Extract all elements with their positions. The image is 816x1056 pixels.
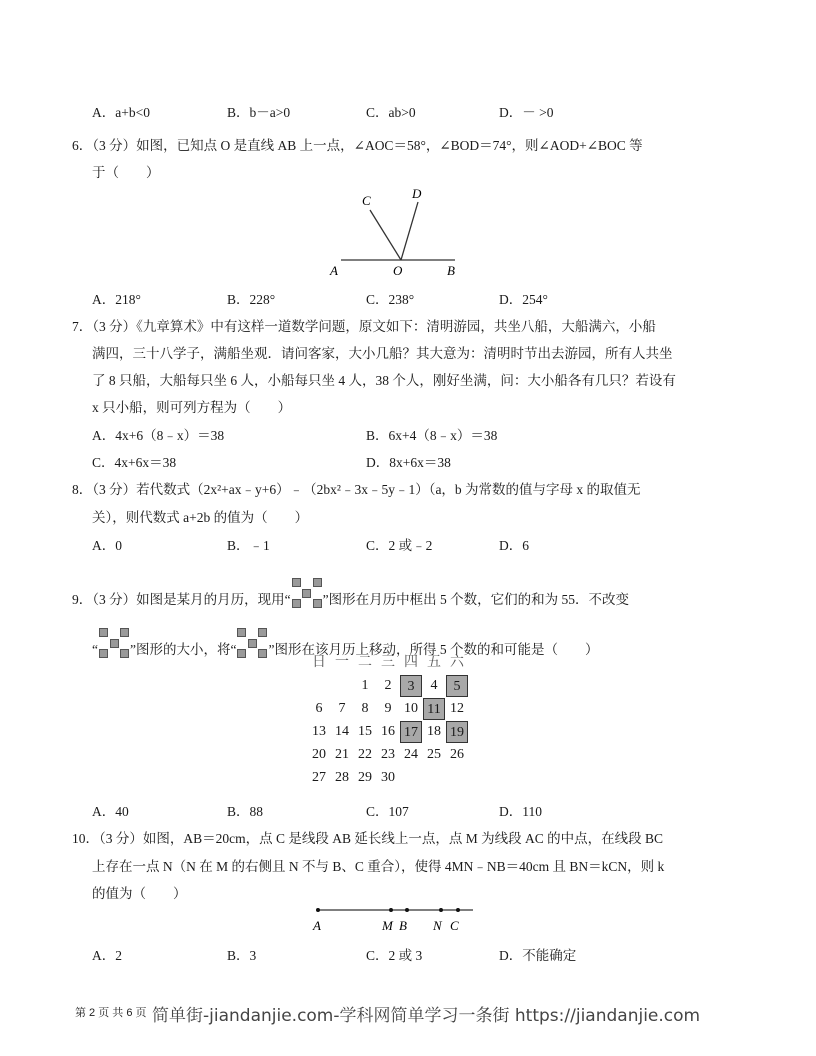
question-6-text-line1: 6．（3 分）如图，已知点 O 是直线 AB 上一点，∠AOC＝58°，∠BOD＝74°，则∠AOD+∠BOC 等 [72,138,643,153]
watermark: 简单街-jiandanjie.com-学科网简单学习一条街 https://jiandanjie.com [152,1006,701,1026]
label-c: C [362,193,371,208]
calendar-header: 五 [427,655,441,670]
calendar-day: 15 [358,724,372,739]
point-a [316,908,320,912]
label-c: C [450,918,459,933]
option-b: B．﹣1 [227,538,270,553]
option-b: B．228° [227,292,276,307]
option-a: A．4x+6（8﹣x）＝38 [92,428,225,443]
calendar-day-highlighted: 11 [423,698,445,720]
calendar-day: 23 [381,747,395,762]
option-b: B．b－a>0 [227,105,291,120]
option-a: A．0 [92,538,122,553]
page-number: 第 2 页 共 6 页 [75,1007,147,1019]
question-7-text-line1: 7．（3 分）《九章算术》中有这样一道数学问题，原文如下：清明游园，共坐八船，大船满六，小船 [72,319,656,334]
option-c: C．ab>0 [366,105,416,120]
calendar-header: 四 [404,655,418,670]
text-segment: 9．（3 分）如图是某月的月历，现用“ [72,592,291,607]
calendar-day: 10 [404,701,418,716]
calendar-day: 2 [384,678,392,693]
question-7-text-line4: x 只小船，则可列方程为（ ） [92,400,292,415]
option-d: D．110 [499,804,542,819]
option-d: D．254° [499,292,548,307]
question-8-text-line2: 关），则代数式 a+2b 的值为（ ） [92,510,309,525]
segment-figure [300,895,490,940]
calendar-day-highlighted: 19 [446,721,468,743]
question-7-text-line2: 满四，三十八学子，满船坐观．请问客家，大小几船？其大意为：清明时节出去游园，所有人共坐 [92,346,673,361]
calendar-day: 28 [335,770,349,785]
calendar-day: 18 [427,724,441,739]
option-a: A．a+b<0 [92,105,150,120]
text-segment: ”图形的大小，将“ [130,642,237,657]
calendar-header: 三 [381,655,395,670]
option-b: B．6x+4（8﹣x）＝38 [366,428,498,443]
calendar-day: 22 [358,747,372,762]
point-b [405,908,409,912]
calendar-day: 14 [335,724,349,739]
calendar-day: 1 [361,678,369,693]
x-shape-icon [237,628,267,658]
label-n: N [433,918,442,933]
question-7-text-line3: 了 8 只船，大船每只坐 6 人，小船每只坐 4 人，38 个人，刚好坐满，问：大小船各有几只？若设有 [92,373,676,388]
ray-oc [370,210,401,260]
calendar-day: 26 [450,747,464,762]
option-a: A．40 [92,804,129,819]
calendar-day: 8 [361,701,369,716]
question-10-text-line2: 上存在一点 N（N 在 M 的右侧且 N 不与 B、C 重合），使得 4MN﹣NB＝40cm 且 BN＝kCN，则 k [92,859,665,874]
calendar-day: 6 [315,701,323,716]
calendar-day: 12 [450,701,464,716]
calendar-day: 4 [430,678,438,693]
question-8-text-line1: 8．（3 分）若代数式（2x²+ax﹣y+6）﹣（2bx²﹣3x﹣5y﹣1）（a，b 为常数的值与字母 x 的取值无 [72,482,641,497]
calendar-day: 7 [338,701,346,716]
calendar-day: 13 [312,724,326,739]
question-9-text-line1 [72,578,629,608]
option-d: D．－ >0 [499,105,554,120]
option-c: C．2 或 3 [366,948,423,963]
calendar-day: 20 [312,747,326,762]
label-a: A [330,263,338,278]
calendar-day: 25 [427,747,441,762]
option-d: D．不能确定 [499,948,577,963]
calendar-day-highlighted: 17 [400,721,422,743]
question-6-text-line2: 于（ ） [92,165,160,180]
option-a: A．2 [92,948,122,963]
option-b: B．3 [227,948,257,963]
x-shape-icon [99,628,129,658]
calendar-header: 一 [335,655,349,670]
point-c [456,908,460,912]
calendar-day-highlighted: 5 [446,675,468,697]
point-n [439,908,443,912]
label-o: O [393,263,403,278]
option-c: C．107 [366,804,409,819]
calendar-day: 9 [384,701,392,716]
ray-od [401,202,418,260]
calendar-day: 21 [335,747,349,762]
text-segment: “ [92,642,98,657]
label-b: B [399,918,407,933]
text-segment: ”图形在该月历上移动，所得 5 个数的和可能是（ ） [268,642,599,657]
label-b: B [447,263,455,278]
option-c: C．4x+6x＝38 [92,455,177,470]
label-a: A [313,918,321,933]
angle-figure [320,180,480,280]
calendar-day: 29 [358,770,372,785]
calendar-header: 二 [358,655,372,670]
point-m [389,908,393,912]
option-b: B．88 [227,804,264,819]
question-10-text-line1: 10．（3 分）如图，AB＝20cm，点 C 是线段 AB 延长线上一点，点 M 为线段 AC 的中点，在线段 BC [72,831,664,846]
option-a: A．218° [92,292,141,307]
calendar-header: 六 [450,655,464,670]
calendar-day: 30 [381,770,395,785]
option-c: C．238° [366,292,415,307]
calendar-day-highlighted: 3 [400,675,422,697]
calendar-day: 27 [312,770,326,785]
option-d: D．8x+6x＝38 [366,455,451,470]
text-segment: ”图形在月历中框出 5 个数，它们的和为 55．不改变 [322,592,629,607]
calendar-header: 日 [312,655,326,670]
calendar-day: 16 [381,724,395,739]
x-shape-icon [292,578,322,608]
calendar-day: 24 [404,747,418,762]
label-m: M [382,918,393,933]
option-c: C．2 或﹣2 [366,538,433,553]
label-d: D [412,186,422,201]
option-d: D．6 [499,538,529,553]
question-10-text-line3: 的值为（ ） [92,886,187,901]
